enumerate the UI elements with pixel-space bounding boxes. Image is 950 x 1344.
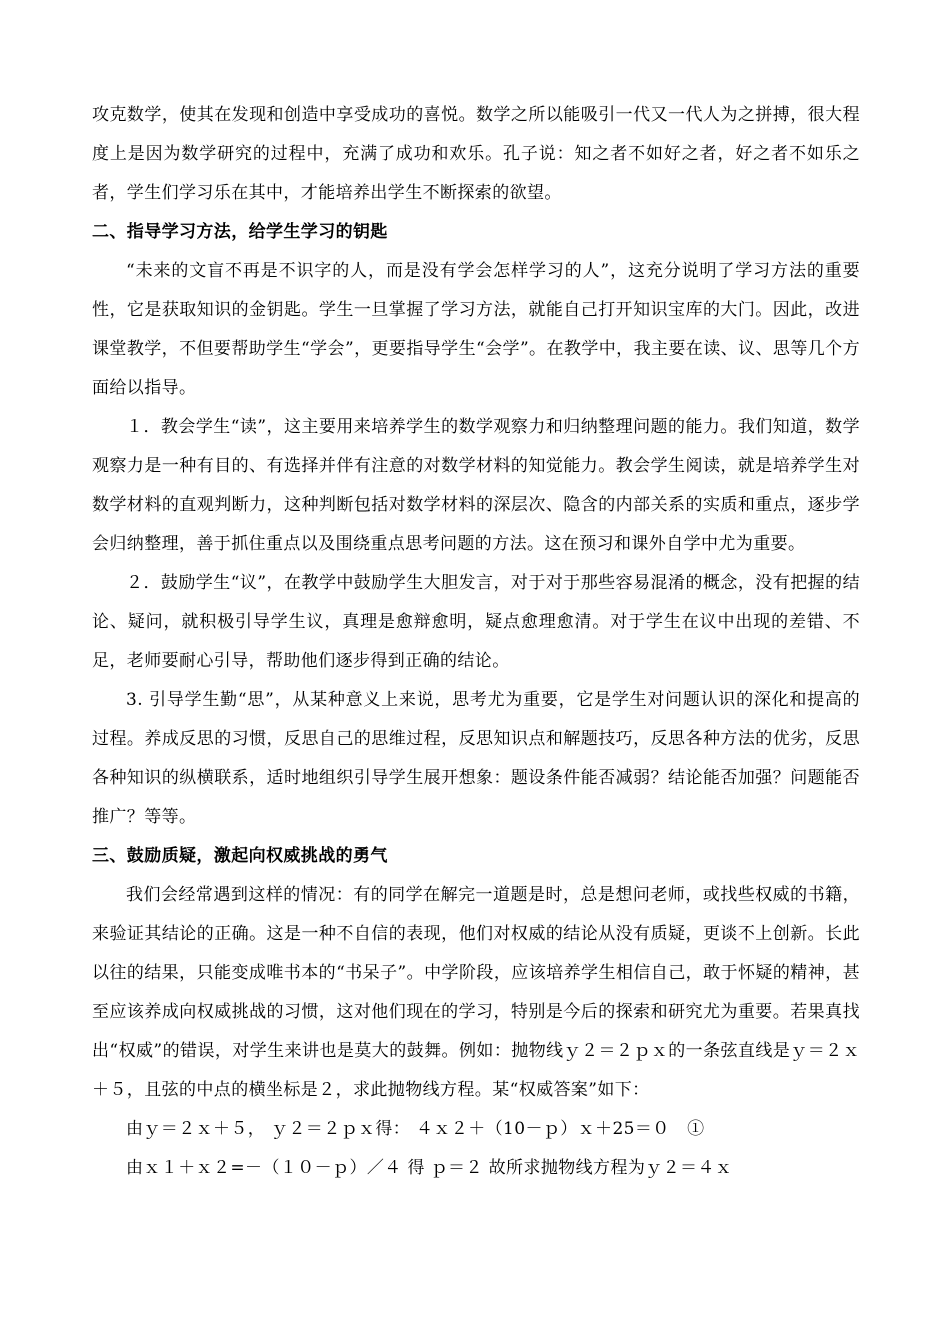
document-body (92, 96, 860, 1188)
paragraph-discuss: ２．鼓励学生“议”，在教学中鼓励学生大胆发言，对于对于那些容易混淆的概念，没有把握的结论、疑问，就积极引导学生议，真理是愈辩愈明，疑点愈理愈清。对于学生在议中出现的差错、不足，老师要耐心引导，帮助他们逐步得到正确的结论。 (92, 573, 860, 671)
formula-line-2: 由ｘ１＋ｘ２=－（１０－ｐ）／４ 得 ｐ＝２ 故所求抛物线方程为ｙ２＝４ｘ (126, 1158, 733, 1178)
section-heading-2: 二、指导学习方法，给学生学习的钥匙 (92, 222, 388, 242)
paragraph-read: １．教会学生“读”，这主要用来培养学生的数学观察力和归纳整理问题的能力。我们知道，数学观察力是一种有目的、有选择并伴有注意的对数学材料的知觉能力。教会学生阅读，就是培养学生对数学材料的直观判断力，这种判断包括对数学材料的深层次、隐含的内部关系的实质和重点，逐步学会归纳整理，善于抓住重点以及围绕重点思考问题的方法。这在预习和课外自学中尤为重要。 (92, 417, 860, 554)
paragraph-intro: 攻克数学，使其在发现和创造中享受成功的喜悦。数学之所以能吸引一代又一代人为之拼搏，很大程度上是因为数学研究的过程中，充满了成功和欢乐。孔子说：知之者不如好之者，好之者不如乐之者，学生们学习乐在其中，才能培养出学生不断探索的欲望。 (92, 105, 860, 203)
paragraph-think: 3. 引导学生勤“思”，从某种意义上来说，思考尤为重要，它是学生对问题认识的深化和提高的过程。养成反思的习惯，反思自己的思维过程，反思知识点和解题技巧，反思各种方法的优劣，反思各种知识的纵横联系，适时地组织引导学生展开想象：题设条件能否减弱？结论能否加强？问题能否推广？等等。 (92, 690, 860, 827)
formula-line-1: 由ｙ＝２ｘ＋５， ｙ２＝２ｐｘ得： ４ｘ２＋（10－ｐ）ｘ＋25＝０ ① (126, 1119, 705, 1139)
section-heading-3: 三、鼓励质疑，激起向权威挑战的勇气 (92, 846, 388, 866)
paragraph-learning-method: “未来的文盲不再是不识字的人，而是没有学会怎样学习的人”，这充分说明了学习方法的重要性，它是获取知识的金钥匙。学生一旦掌握了学习方法，就能自己打开知识宝库的大门。因此，改进课堂教学，不但要帮助学生“学会”，更要指导学生“会学”。在教学中，我主要在读、议、思等几个方面给以指导。 (92, 261, 860, 398)
paragraph-questioning: 我们会经常遇到这样的情况：有的同学在解完一道题是时，总是想问老师，或找些权威的书籍，来验证其结论的正确。这是一种不自信的表现，他们对权威的结论从没有质疑，更谈不上创新。长此以往的结果，只能变成唯书本的“书呆子”。中学阶段，应该培养学生相信自己，敢于怀疑的精神，甚至应该养成向权威挑战的习惯，这对他们现在的学习，特别是今后的探索和研究尤为重要。若果真找出“权威”的错误，对学生来讲也是莫大的鼓舞。例如：抛物线ｙ２＝２ｐｘ的一条弦直线是ｙ＝２ｘ＋５，且弦的中点的横坐标是２，求此抛物线方程。某“权威答案”如下： (92, 885, 860, 1100)
